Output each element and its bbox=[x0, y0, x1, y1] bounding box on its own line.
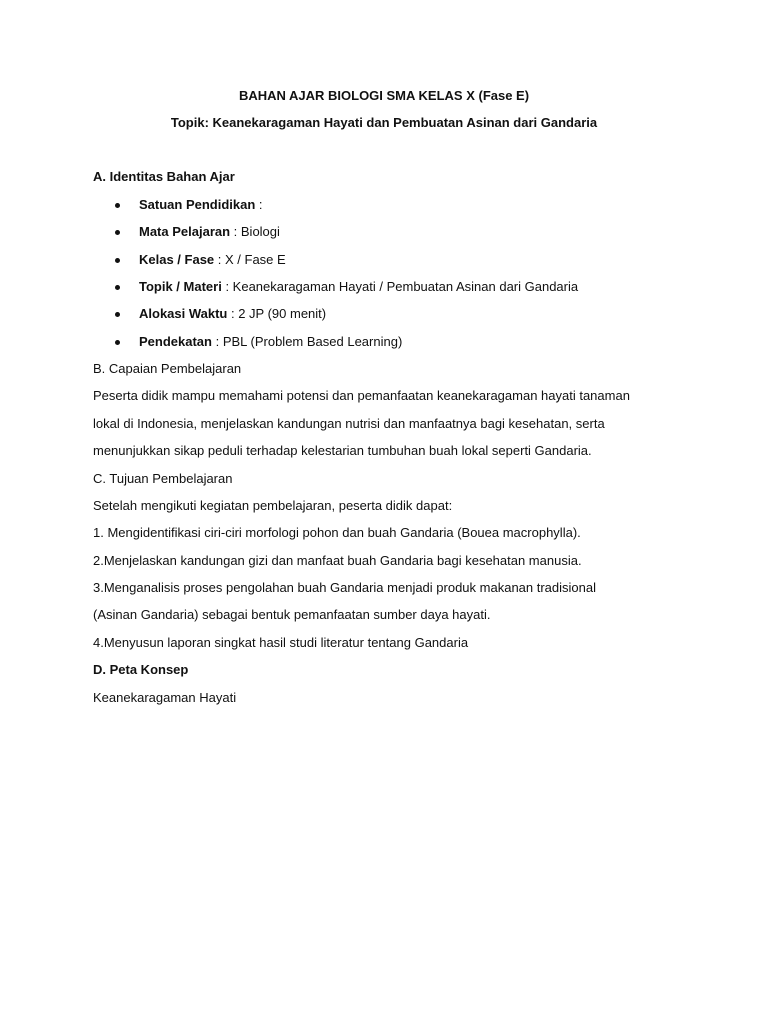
item-value: : X / Fase E bbox=[214, 252, 286, 267]
bullet-icon bbox=[115, 312, 120, 317]
item-value: : 2 JP (90 menit) bbox=[227, 306, 327, 321]
objective-line: 2.Menjelaskan kandungan gizi dan manfaat buah Gandaria bagi kesehatan manusia. bbox=[93, 553, 582, 568]
section-c-heading: C. Tujuan Pembelajaran bbox=[93, 471, 233, 486]
bullet-icon bbox=[115, 285, 120, 290]
item-value: : PBL (Problem Based Learning) bbox=[211, 334, 403, 349]
bullet-icon bbox=[115, 203, 120, 208]
section-c-intro: Setelah mengikuti kegiatan pembelajaran, peserta didik dapat: bbox=[93, 498, 453, 513]
bullet-icon bbox=[115, 340, 120, 345]
item-label: Satuan Pendidikan bbox=[139, 197, 256, 212]
paragraph-line: menunjukkan sikap peduli terhadap kelestarian tumbuhan buah lokal seperti Gandaria. bbox=[93, 443, 592, 458]
bullet-icon bbox=[115, 230, 120, 235]
objective-line: (Asinan Gandaria) sebagai bentuk pemanfaatan sumber daya hayati. bbox=[93, 607, 491, 622]
concept-map-line: Keanekaragaman Hayati bbox=[93, 690, 237, 705]
document-title: BAHAN AJAR BIOLOGI SMA KELAS X (Fase E) bbox=[238, 88, 530, 103]
item-label: Alokasi Waktu bbox=[139, 306, 228, 321]
objective-line: 3.Menganalisis proses pengolahan buah Gandaria menjadi produk makanan tradisional bbox=[93, 580, 596, 595]
bullet-icon bbox=[115, 258, 120, 263]
document-topic: Topik: Keanekaragaman Hayati dan Pembuatan Asinan dari Gandaria bbox=[170, 115, 598, 130]
section-a-heading: A. Identitas Bahan Ajar bbox=[93, 169, 235, 184]
item-label: Pendekatan bbox=[139, 334, 212, 349]
item-value: : Keanekaragaman Hayati / Pembuatan Asinan dari Gandaria bbox=[221, 279, 579, 294]
section-d-heading: D. Peta Konsep bbox=[93, 662, 189, 677]
paragraph-line: Peserta didik mampu memahami potensi dan pemanfaatan keanekaragaman hayati tanaman bbox=[93, 388, 630, 403]
paragraph-line: lokal di Indonesia, menjelaskan kandungan nutrisi dan manfaatnya bagi kesehatan, serta bbox=[93, 416, 605, 431]
item-label: Mata Pelajaran bbox=[139, 224, 231, 239]
item-value: : bbox=[255, 197, 263, 212]
item-label: Topik / Materi bbox=[139, 279, 222, 294]
item-value: : Biologi bbox=[230, 224, 280, 239]
objective-line: 4.Menyusun laporan singkat hasil studi literatur tentang Gandaria bbox=[93, 635, 469, 650]
item-label: Kelas / Fase bbox=[139, 252, 215, 267]
section-b-heading: B. Capaian Pembelajaran bbox=[93, 361, 242, 376]
objective-line: 1. Mengidentifikasi ciri-ciri morfologi pohon dan buah Gandaria (Bouea macrophylla). bbox=[93, 525, 581, 540]
